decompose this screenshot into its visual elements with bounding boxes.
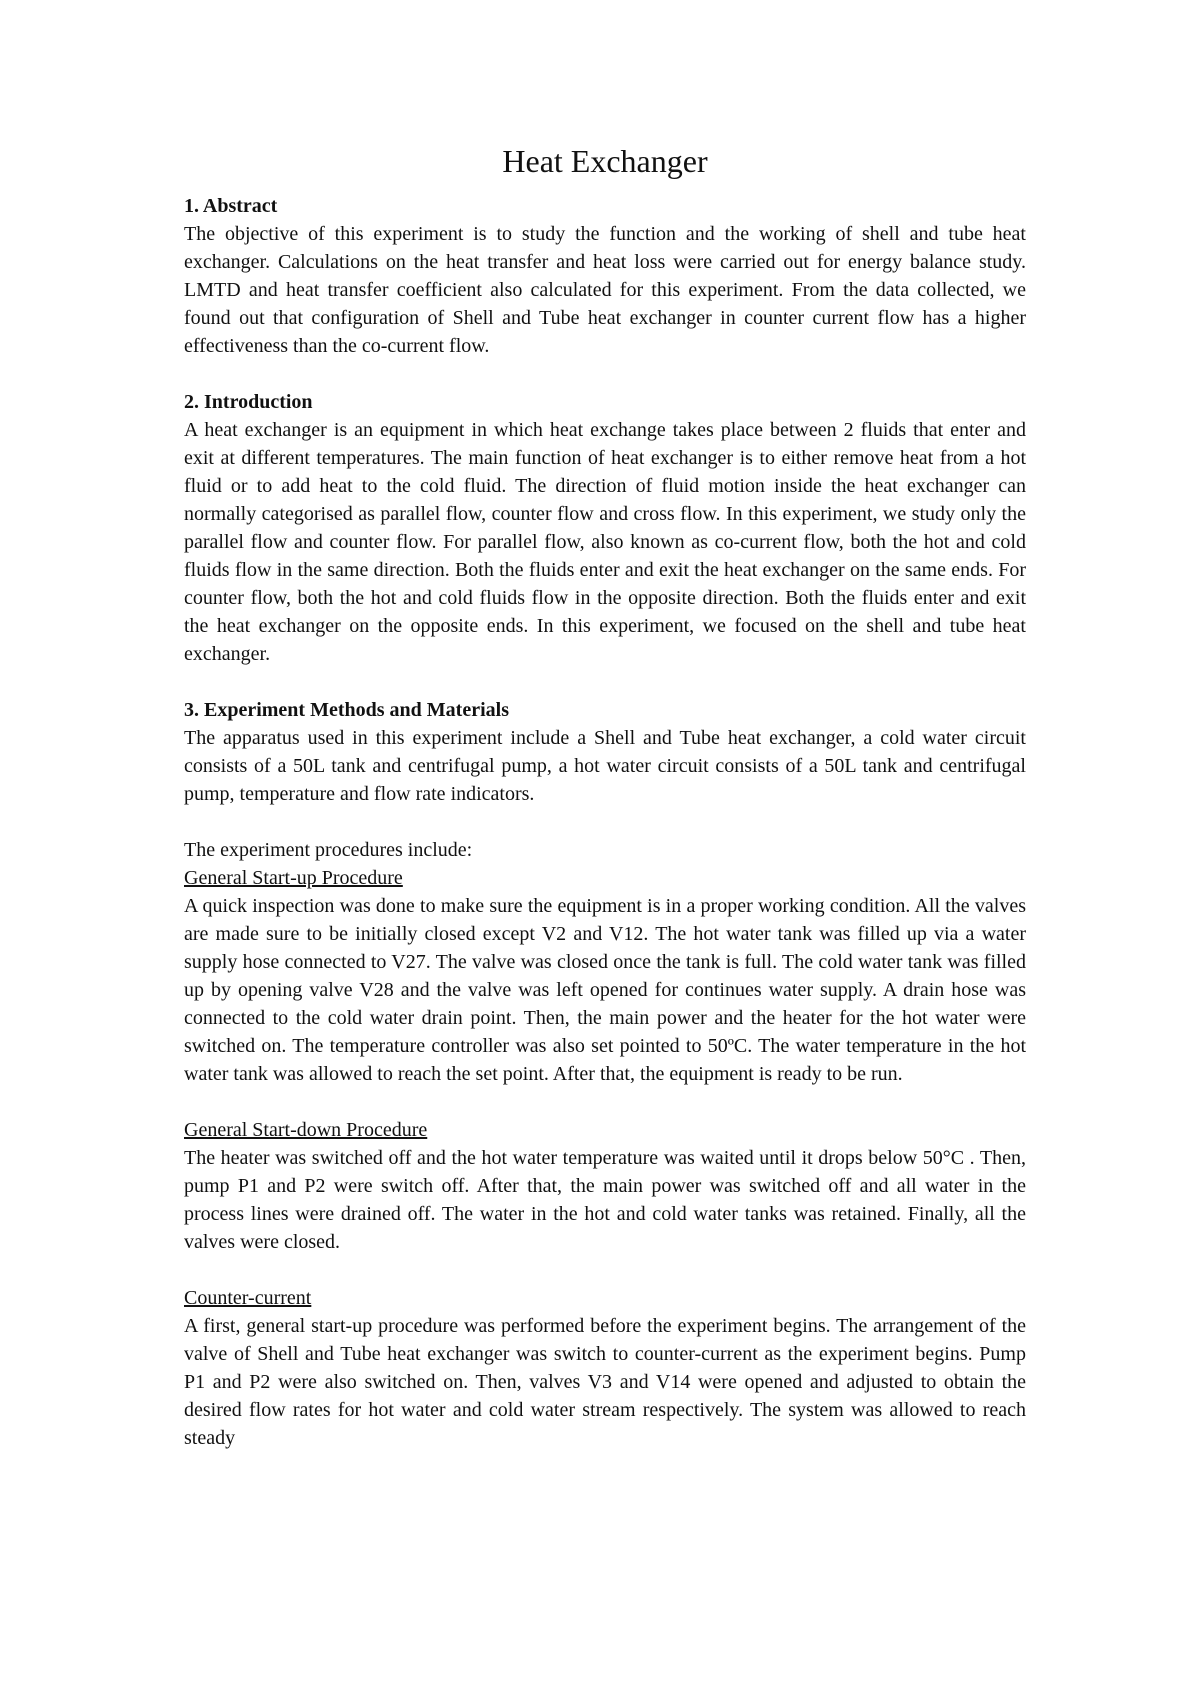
- shutdown-text: The heater was switched off and the hot water temperature was waited until it drops below 50°C . Then, pump P1 and P2 were switch off. After that, the main power was switched off and all water in the process lines were drained off. The water in the hot and cold water tanks was retained. Finally, all the valves were closed.: [184, 1147, 1026, 1254]
- document-page: [184, 142, 1026, 1452]
- introduction-heading: 2. Introduction: [184, 391, 313, 414]
- procedures-intro: The experiment procedures include:: [184, 839, 473, 862]
- introduction-section: [184, 388, 1026, 668]
- document-title: Heat Exchanger: [502, 143, 708, 179]
- apparatus-text: The apparatus used in this experiment include a Shell and Tube heat exchanger, a cold water circuit consists of a 50L tank and centrifugal pump, a hot water circuit consists of a 50L tank and centrifugal pump, temperature and flow rate indicators.: [184, 727, 1026, 806]
- introduction-text: A heat exchanger is an equipment in which heat exchange takes place between 2 fluids that enter and exit at different temperatures. The main function of heat exchanger is to either remove heat from a hot fluid or to add heat to the cold fluid. The direction of fluid motion inside the heat exchanger can normally categorised as parallel flow, counter flow and cross flow. In this experiment, we study only the parallel flow and counter flow. For parallel flow, also known as co-current flow, both the hot and cold fluids flow in the same direction. Both the fluids enter and exit the heat exchanger on the same ends. For counter flow, both the hot and cold fluids flow in the opposite direction. Both the fluids enter and exit the heat exchanger on the opposite ends. In this experiment, we focused on the shell and tube heat exchanger.: [184, 419, 1026, 666]
- startup-text: A quick inspection was done to make sure the equipment is in a proper working condition. All the valves are made sure to be initially closed except V2 and V12. The hot water tank was filled up via a water supply hose connected to V27. The valve was closed once the tank is full. The cold water tank was filled up by opening valve V28 and the valve was left opened for continues water supply. A drain hose was connected to the cold water drain point. Then, the main power and the heater for the hot water were switched on. The temperature controller was also set pointed to 50ºC. The water temperature in the hot water tank was allowed to reach the set point. After that, the equipment is ready to be run.: [184, 895, 1026, 1086]
- abstract-text: The objective of this experiment is to study the function and the working of shell and tube heat exchanger. Calculations on the heat transfer and heat loss were carried out for energy balance study. LMTD and heat transfer coefficient also calculated for this experiment. From the data collected, we found out that configuration of Shell and Tube heat exchanger in counter current flow has a higher effectiveness than the co-current flow.: [184, 223, 1026, 358]
- abstract-heading: 1. Abstract: [184, 195, 278, 218]
- abstract-section: [184, 192, 1026, 360]
- counter-current-heading: Counter-current: [184, 1287, 312, 1310]
- shutdown-heading: General Start-down Procedure: [184, 1119, 428, 1142]
- methods-section: [184, 696, 1026, 1452]
- startup-heading: General Start-up Procedure: [184, 867, 403, 890]
- counter-current-text: A first, general start-up procedure was performed before the experiment begins. The arrangement of the valve of Shell and Tube heat exchanger was switch to counter-current as the experiment begins. Pump P1 and P2 were also switched on. Then, valves V3 and V14 were opened and adjusted to obtain the desired flow rates for hot water and cold water stream respectively. The system was allowed to reach steady: [184, 1315, 1026, 1450]
- methods-heading: 3. Experiment Methods and Materials: [184, 699, 509, 722]
